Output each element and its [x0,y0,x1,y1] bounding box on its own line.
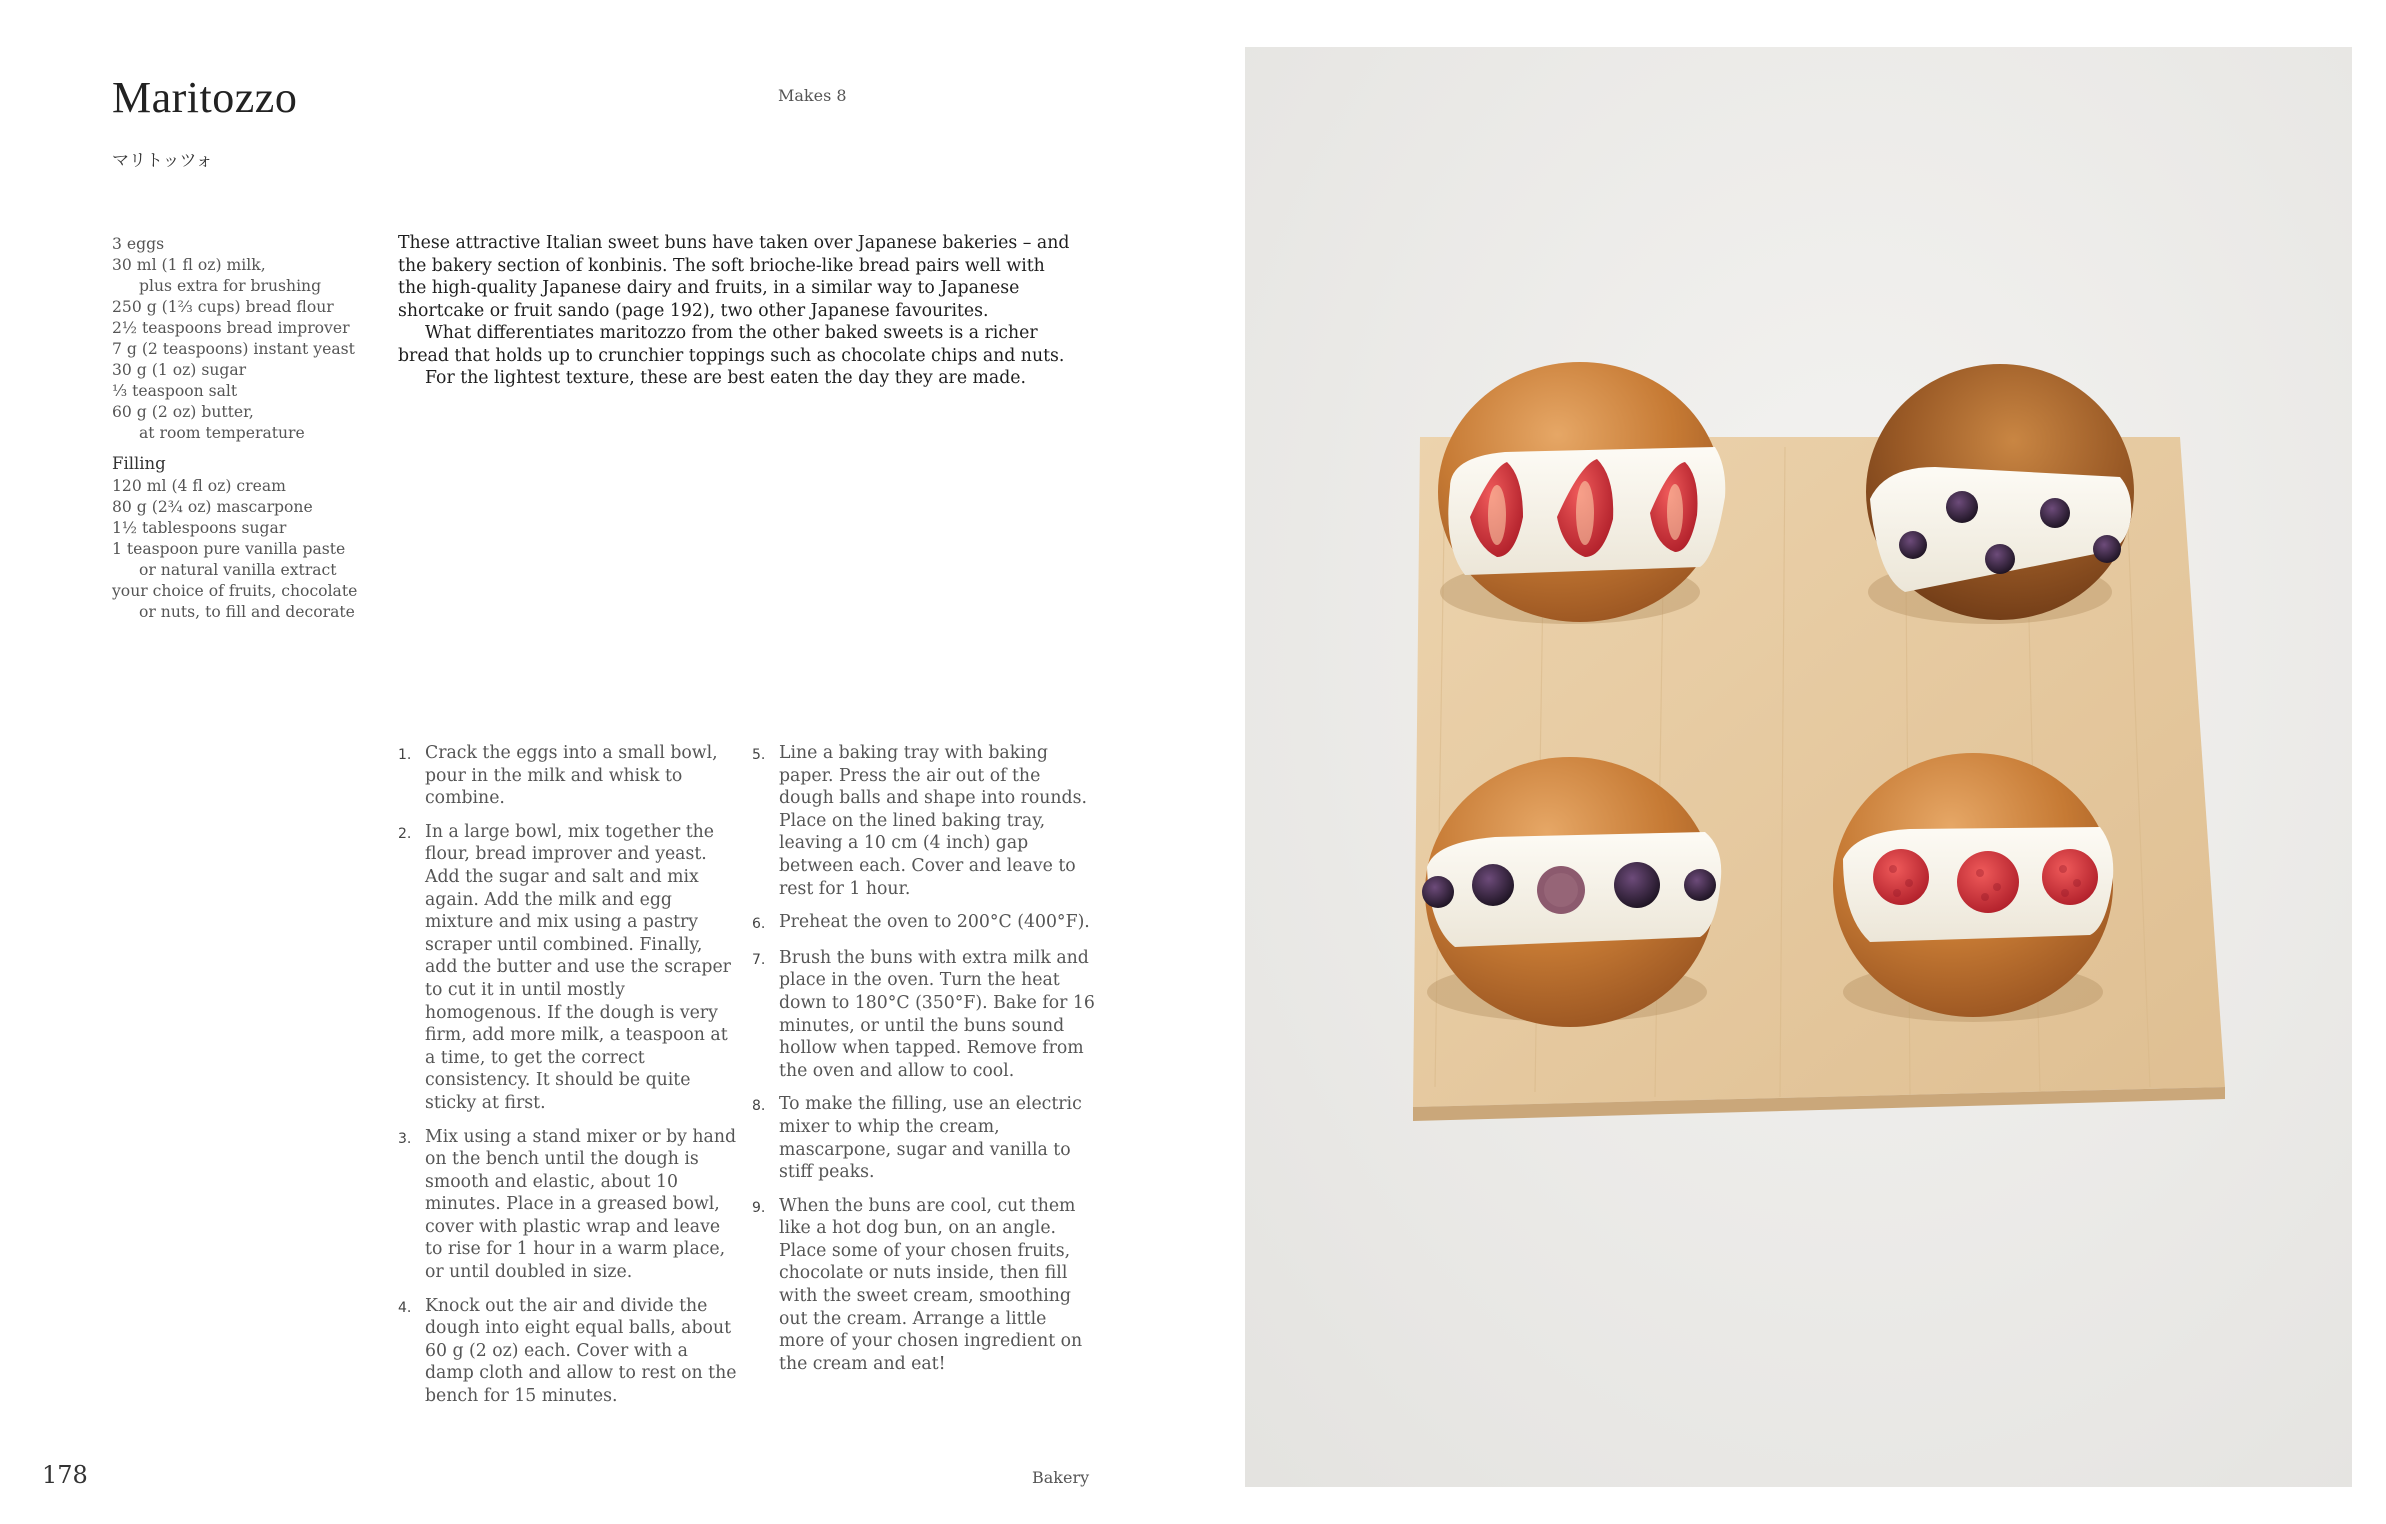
ingredient-line: 120 ml (4 fl oz) cream [112,477,286,495]
method-step [398,821,738,1115]
step-text: Line a baking tray with baking paper. Press the air out of the dough balls and shape into rounds. Place on the lined baking tray, leaving a 10 cm (4 inch) gap between each. Cover and leave to rest for 1 hour. [779,743,1087,899]
step-number: 2. [398,825,412,842]
filling-heading: Filling [112,454,166,473]
step-text: To make the filling, use an electric mixer to whip the cream, mascarpone, sugar and vanilla to stiff peaks. [779,1094,1082,1183]
ingredients-list [112,234,372,623]
filling-ingredients [112,476,372,623]
bun-chocolate [1866,364,2134,620]
step-text: In a large bowl, mix together the flour, bread improver and yeast. Add the sugar and salt and mix again. Add the milk and egg mixture and mix using a pastry scraper until combined. Finally, add the butter and use the scraper to cut it in until mostly homogenous. If the dough is very firm, add more milk, a teaspoon at a time, to get the correct consistency. It should be quite sticky at first. [425,821,731,1113]
step-text: Knock out the air and divide the dough into eight equal balls, about 60 g (2 oz) each. Cover with a damp cloth and allow to rest on the bench for 15 minutes. [425,1295,737,1407]
ingredient-line: or nuts, to fill and decorate [139,603,355,621]
page-number: 178 [42,1461,88,1489]
step-number: 8. [752,1098,766,1115]
method-step [752,1195,1097,1376]
step-text: Preheat the oven to 200°C (400°F). [779,912,1090,933]
ingredient-line: your choice of fruits, chocolate [112,582,358,600]
ingredient-line: 1 teaspoon pure vanilla paste [112,540,346,558]
ingredient-line: 2½ teaspoons bread improver [112,319,350,337]
ingredient-line: 30 ml (1 fl oz) milk, [112,256,266,274]
ingredient-line: 30 g (1 oz) sugar [112,361,247,379]
recipe-subtitle-japanese: マリトッツォ [112,151,213,171]
method-step [752,947,1097,1083]
step-text: Brush the buns with extra milk and place in the oven. Turn the heat down to 180°C (350°F). Bake for 16 minutes, or until the buns sound hollow when tapped. Remove from the oven and allow to cool. [779,947,1095,1081]
ingredient-line: at room temperature [139,424,305,442]
step-number: 6. [752,916,766,933]
intro-paragraph: What differentiates maritozzo from the other baked sweets is a richer bread that holds up to crunchier toppings such as chocolate chips and nuts. [398,323,1065,366]
ingredient-line: plus extra for brushing [139,277,322,295]
recipe-title: Maritozzo [112,73,298,122]
section-label: Bakery [1032,1468,1090,1487]
step-number: 5. [752,747,766,763]
ingredient-line: 60 g (2 oz) butter, [112,403,254,421]
method-step [398,742,738,810]
bun-raspberry [1833,753,2113,1017]
recipe-introduction [398,232,1078,390]
ingredient-line: 80 g (2¾ oz) mascarpone [112,498,313,516]
yield-label: Makes 8 [778,86,847,105]
step-text: When the buns are cool, cut them like a hot dog bun, on an angle. Place some of your chosen fruits, chocolate or nuts inside, then fill with the sweet cream, smoothing out the cream. Arrange a little more of your chosen ingredient on the cream and eat! [779,1195,1083,1374]
ingredient-line: 3 eggs [112,235,165,253]
intro-paragraph: For the lightest texture, these are best eaten the day they are made. [425,368,1027,388]
method-step [752,1093,1097,1183]
method-column-2 [752,742,1097,1386]
step-number: 3. [398,1130,412,1147]
ingredient-line: 1½ tablespoons sugar [112,519,287,537]
ingredient-line: ⅓ teaspoon salt [112,382,238,400]
method-step [752,742,1097,900]
method-step [398,1126,738,1284]
step-number: 1. [398,747,412,763]
method-step [752,911,1097,936]
ingredient-line: or natural vanilla extract [139,561,337,579]
method-column-1 [398,742,738,1419]
intro-paragraph: These attractive Italian sweet buns have taken over Japanese bakeries – and the bakery section of konbinis. The soft brioche-like bread pairs well with the high-quality Japanese dairy and fruits, in a similar way to Japanese shortcake or fruit sando (page 192), two other Japanese favourites. [398,233,1070,321]
step-number: 4. [398,1299,412,1316]
step-text: Mix using a stand mixer or by hand on the bench until the dough is smooth and elastic, about 10 minutes. Place in a greased bowl, cover with plastic wrap and leave to rise for 1 hour in a warm place, or until doubled in size. [425,1126,737,1283]
method-step [398,1295,738,1408]
main-ingredients [112,234,372,444]
step-number: 9. [752,1199,766,1216]
ingredient-line: 250 g (1⅔ cups) bread flour [112,298,334,316]
step-text: Crack the eggs into a small bowl, pour in the milk and whisk to combine. [425,743,718,809]
maritozzo-photo [1245,47,2352,1487]
step-number: 7. [752,951,766,968]
ingredient-line: 7 g (2 teaspoons) instant yeast [112,340,355,358]
